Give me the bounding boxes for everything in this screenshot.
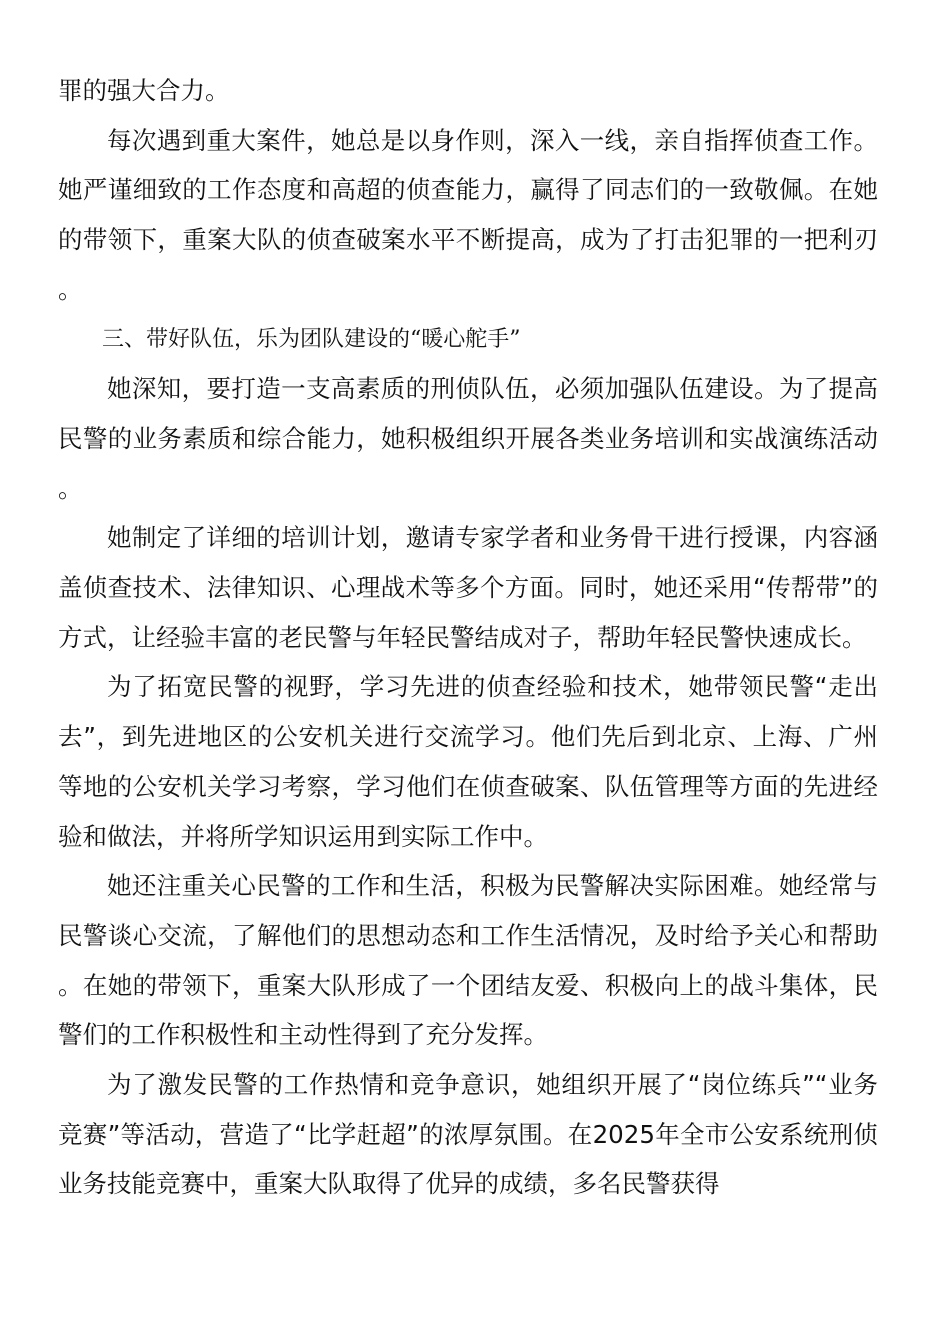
section-heading: 三、带好队伍，乐为团队建设的“暖心舵手” [102,326,521,352]
document-body [58,66,878,1209]
paragraph-continuation: 罪的强大合力。 [58,76,230,105]
paragraph-major-cases: 每次遇到重大案件，她总是以身作则，深入一线，亲自指挥侦查工作。她严谨细致的工作态度和高超的侦查能力，赢得了同志们的一致敬佩。在她的带领下，重案大队的侦查破案水平不断提高，成为了打击犯罪的一把利刃。 [58,125,878,304]
paragraph-training-plan: 她制定了详细的培训计划，邀请专家学者和业务骨干进行授课，内容涵盖侦查技术、法律知识、心理战术等多个方面。同时，她还采用“传帮带”的方式，让经验丰富的老民警与年轻民警结成对子，帮助年轻民警快速成长。 [58,523,878,652]
paragraph-team-building: 她深知，要打造一支高素质的刑侦队伍，必须加强队伍建设。为了提高民警的业务素质和综合能力，她积极组织开展各类业务培训和实战演练活动。 [58,374,878,503]
paragraph-exchange-learning: 为了拓宽民警的视野，学习先进的侦查经验和技术，她带领民警“走出去”，到先进地区的公安机关进行交流学习。他们先后到北京、上海、广州等地的公安机关学习考察，学习他们在侦查破案、队伍管理等方面的先进经验和做法，并将所学知识运用到实际工作中。 [58,672,878,851]
paragraph-care-for-officers: 她还注重关心民警的工作和生活，积极为民警解决实际困难。她经常与民警谈心交流，了解他们的思想动态和工作生活情况，及时给予关心和帮助。在她的带领下，重案大队形成了一个团结友爱、积极向上的战斗集体，民警们的工作积极性和主动性得到了充分发挥。 [58,871,878,1050]
paragraph-competition: 为了激发民警的工作热情和竞争意识，她组织开展了“岗位练兵”“业务竞赛”等活动，营造了“比学赶超”的浓厚氛围。在2025年全市公安系统刑侦业务技能竞赛中，重案大队取得了优异的成绩，多名民警获得 [58,1070,878,1199]
